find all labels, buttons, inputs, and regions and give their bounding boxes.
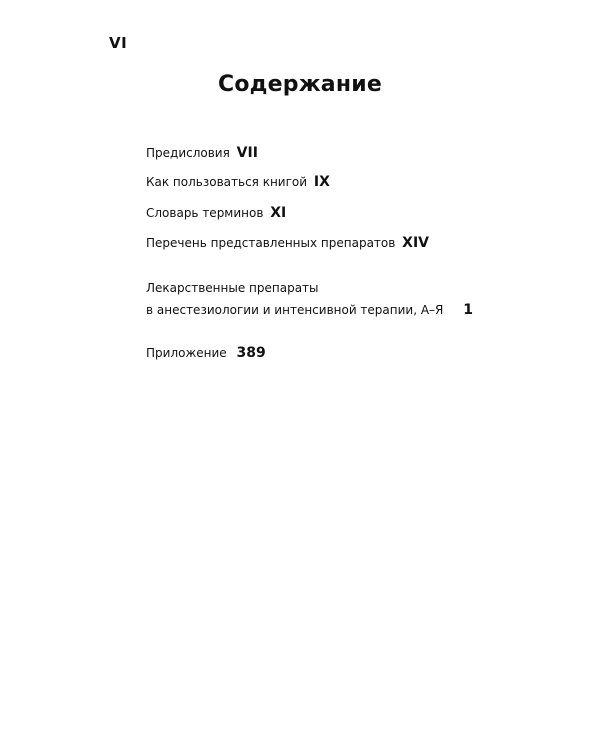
page-title: Содержание	[218, 72, 382, 97]
toc-entry-label: Лекарственные препараты	[146, 281, 319, 295]
toc-entry-page: XI	[270, 205, 287, 221]
toc-entry-drugs-line2[interactable]	[146, 302, 473, 318]
toc-entry-prefaces[interactable]	[146, 145, 258, 161]
toc-entry-drugs-line1[interactable]	[146, 280, 319, 296]
toc-entry-page: 1	[463, 302, 473, 318]
toc-entry-drug-list[interactable]	[146, 235, 429, 251]
toc-entry-page: VII	[236, 145, 258, 161]
toc-entry-label: в анестезиологии и интенсивной терапии, А–Я	[146, 303, 444, 317]
toc-entry-page: XIV	[402, 235, 429, 251]
toc-entry-how-to-use[interactable]	[146, 174, 330, 190]
toc-entry-page: 389	[236, 345, 266, 361]
toc-entry-page: IX	[313, 174, 330, 190]
toc-entry-label: Словарь терминов	[146, 206, 264, 220]
toc-entry-label: Перечень представленных препаратов	[146, 236, 396, 250]
page-number: VI	[109, 34, 128, 52]
toc-entry-glossary[interactable]	[146, 205, 286, 221]
toc-entry-appendix[interactable]	[146, 345, 266, 361]
toc-entry-label: Как пользоваться книгой	[146, 175, 308, 189]
toc-entry-label: Приложение	[146, 346, 227, 360]
toc-entry-label: Предисловия	[146, 146, 230, 160]
